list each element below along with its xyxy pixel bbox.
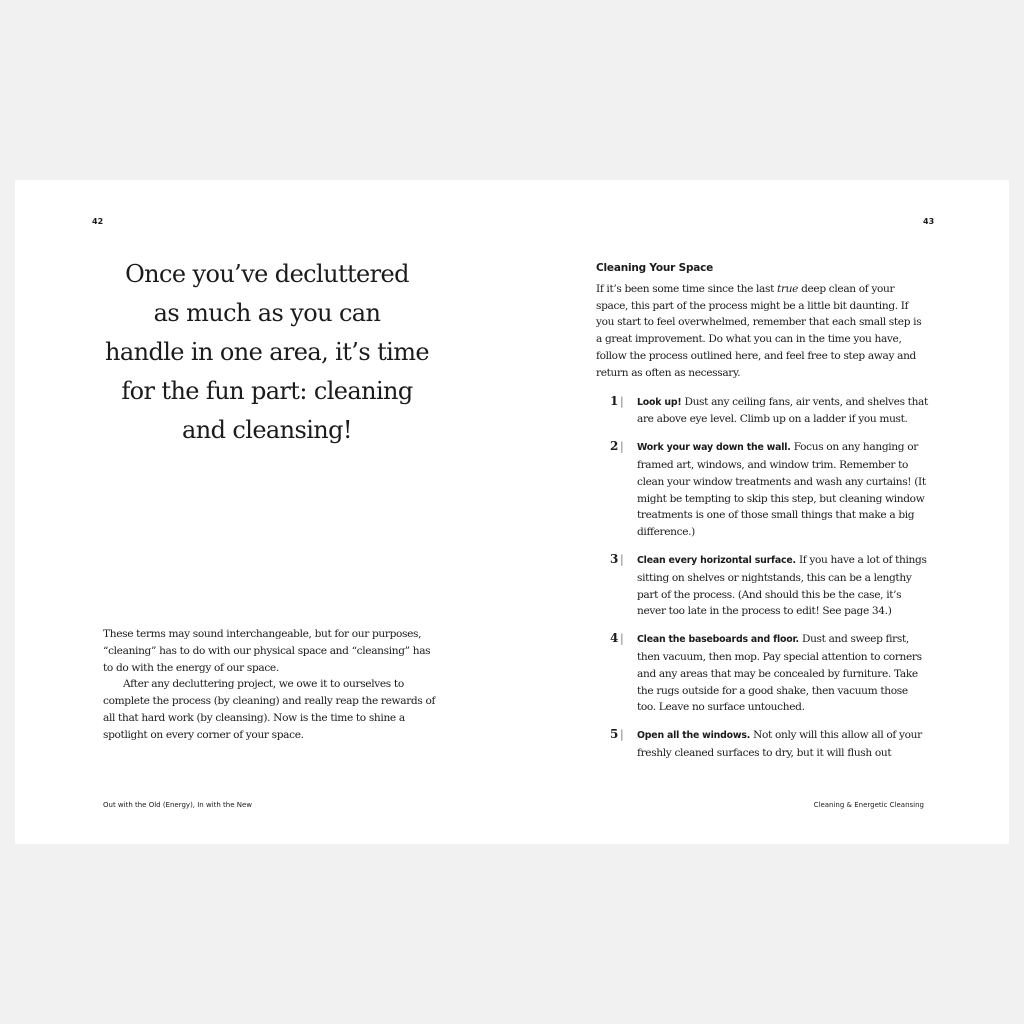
pull-quote-line: handle in one area, it’s time xyxy=(105,338,429,366)
cleaning-steps-list xyxy=(596,394,928,762)
step-lead: Clean every horizontal surface. xyxy=(637,554,796,566)
running-footer-left: Out with the Old (Energy), In with the New xyxy=(103,801,253,809)
left-body-text xyxy=(103,626,443,744)
intro-text: If it’s been some time since the last xyxy=(596,282,778,295)
section-heading: Cleaning Your Space xyxy=(596,262,714,274)
body-paragraph: These terms may sound interchangeable, but for our purposes, “cleaning” has to do with our physical space and “cleansing” has to do with the energy of our space. xyxy=(103,628,431,674)
step-number: 5 | xyxy=(610,727,624,742)
intro-emphasis: true xyxy=(777,282,799,295)
step-lead: Look up! xyxy=(637,396,682,408)
step-number: 1 | xyxy=(610,393,624,408)
book-spread xyxy=(15,180,1009,844)
step-text: Not only will this allow all of your freshly cleaned surfaces to dry, but it will flush out xyxy=(637,729,922,759)
step-text: Dust and sweep first, then vacuum, then mop. Pay special attention to corners and any areas that may be concealed by furniture. Take the rugs outside for a good shake, then vacuum those too. Leave no surface untouched. xyxy=(637,633,922,714)
intro-text: deep clean of your space, this part of the process might be a little bit daunting. If you start to feel overwhelmed, remember that each small step is a great improvement. Do what you can in the time you have, follow the process outlined here, and feel free to step away and return as often as necessary. xyxy=(596,282,922,379)
step-item xyxy=(596,394,928,429)
pull-quote xyxy=(103,255,431,450)
pull-quote-line: for the fun part: cleaning xyxy=(121,377,413,405)
page-number-right: 43 xyxy=(923,217,935,226)
page-number-left: 42 xyxy=(92,217,104,226)
step-item xyxy=(596,631,928,716)
step-number: 2 | xyxy=(610,439,624,454)
step-number: 4 | xyxy=(610,631,624,646)
intro-paragraph xyxy=(596,281,928,382)
pull-quote-line: Once you’ve decluttered xyxy=(125,260,409,288)
step-lead: Open all the windows. xyxy=(637,730,751,742)
right-column xyxy=(596,260,928,773)
step-lead: Work your way down the wall. xyxy=(637,442,791,454)
step-item xyxy=(596,727,928,762)
step-item xyxy=(596,552,928,620)
step-number: 3 | xyxy=(610,551,624,566)
step-text: Focus on any hanging or framed art, windows, and window trim. Remember to clean your window treatments and wash any curtains! (It might be tempting to skip this step, but cleaning window treatments is one of those small things that make a big difference.) xyxy=(637,441,926,539)
running-footer-right: Cleaning & Energetic Cleansing xyxy=(813,801,924,809)
step-lead: Clean the baseboards and floor. xyxy=(637,634,799,646)
step-item xyxy=(596,439,928,541)
step-text: If you have a lot of things sitting on shelves or nightstands, this can be a lengthy part of the process. (And should this be the case, it’s never too late in the process to edit! See page 34.) xyxy=(637,553,927,618)
step-text: Dust any ceiling fans, air vents, and shelves that are above eye level. Climb up on a ladder if you must. xyxy=(637,395,928,426)
body-paragraph: After any decluttering project, we owe it to ourselves to complete the process (by cleaning) and really reap the rewards of all that hard work (by cleansing). Now is the time to shine a spotlight on every corner of your space. xyxy=(103,678,436,741)
pull-quote-line: and cleansing! xyxy=(182,416,352,444)
pull-quote-line: as much as you can xyxy=(153,299,381,327)
